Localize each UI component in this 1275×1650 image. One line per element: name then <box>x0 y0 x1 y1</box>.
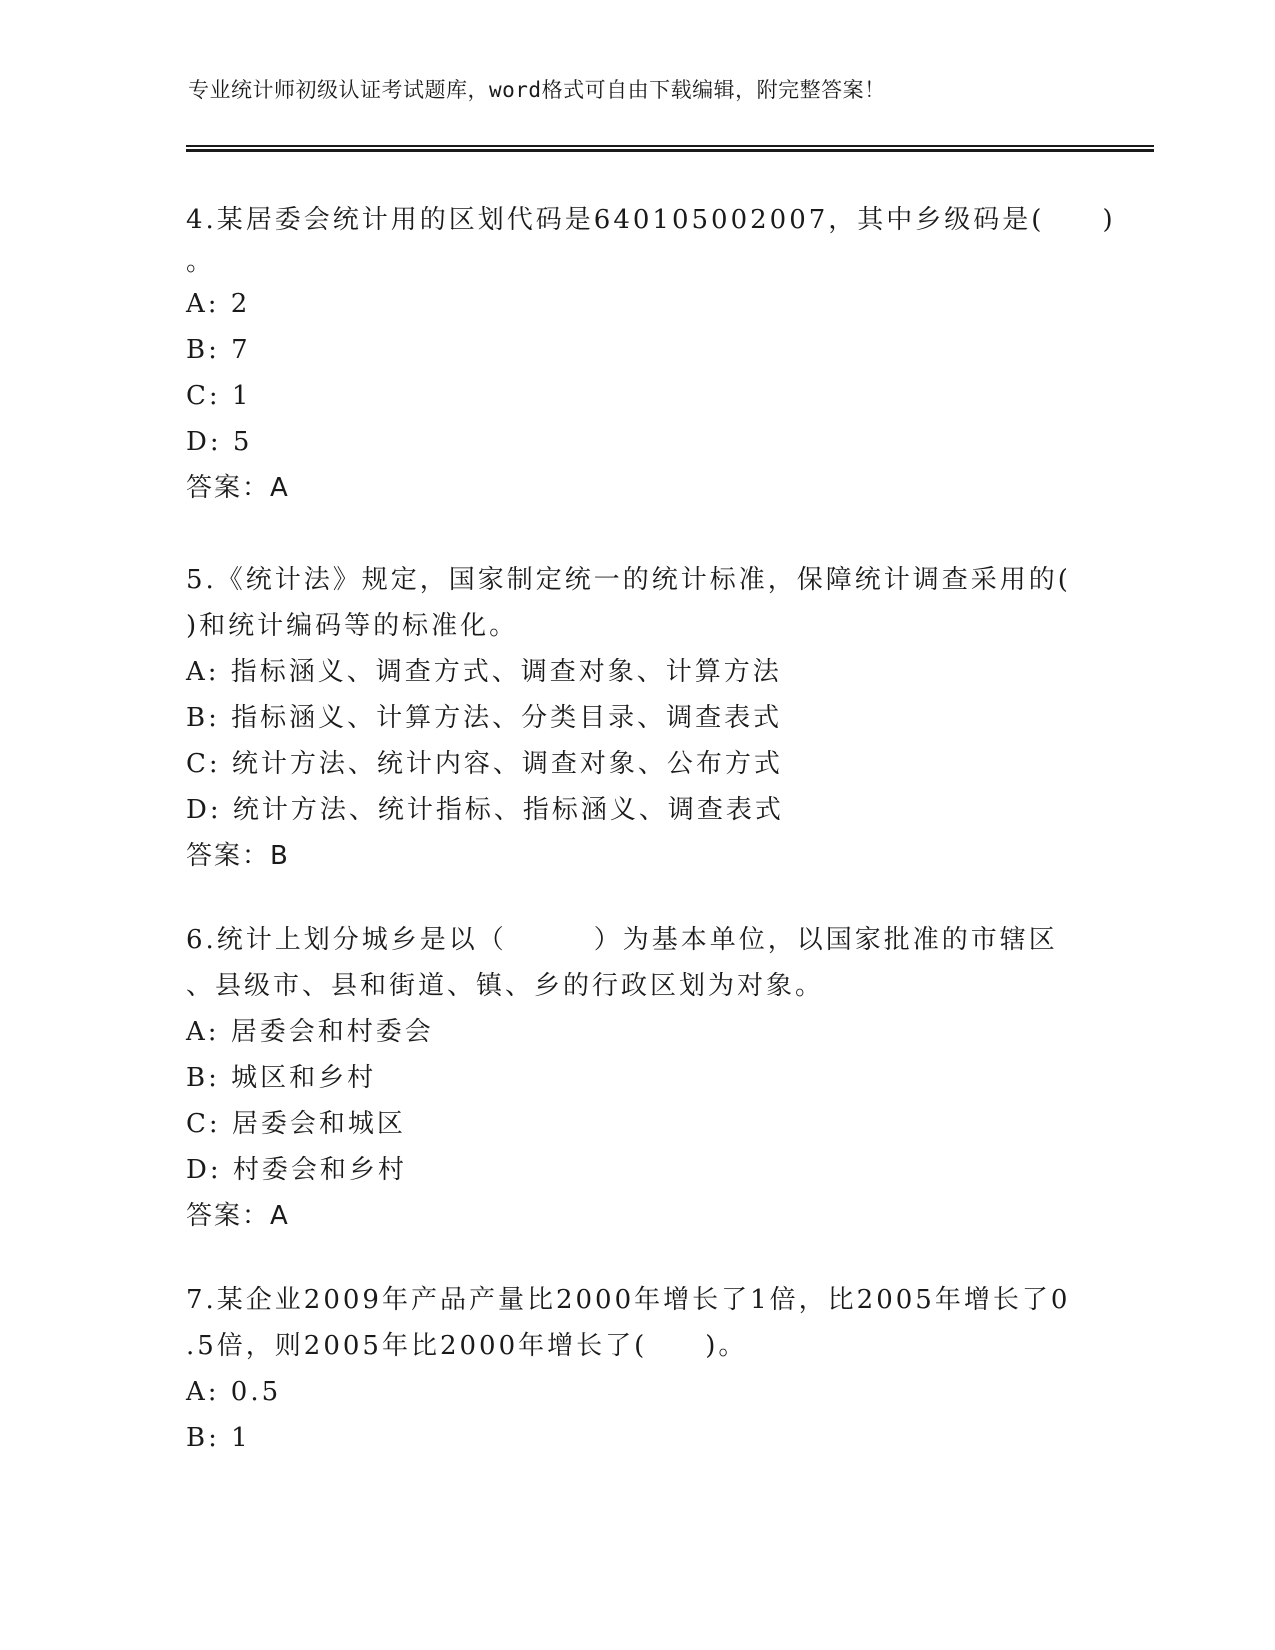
option-d: D: 统计方法、统计指标、指标涵义、调查表式 <box>186 795 784 825</box>
question-6 <box>186 917 1086 1239</box>
option-d: D: 村委会和乡村 <box>186 1155 407 1185</box>
question-stem-line: 。 <box>186 247 216 277</box>
option-a: A: 0.5 <box>186 1377 282 1407</box>
option-c: C: 居委会和城区 <box>186 1109 406 1139</box>
answer: 答案：A <box>186 1201 290 1231</box>
question-5 <box>186 557 1086 879</box>
option-d: D: 5 <box>186 427 253 457</box>
header-divider-thick <box>186 149 1154 152</box>
option-a: A: 居委会和村委会 <box>186 1017 434 1047</box>
question-stem-line: 5.《统计法》规定，国家制定统一的统计标准，保障统计调查采用的( <box>186 565 1071 595</box>
option-b: B: 7 <box>186 335 251 365</box>
option-b: B: 1 <box>186 1423 251 1453</box>
question-stem-line: 4.某居委会统计用的区划代码是640105002007，其中乡级码是( ) <box>186 205 1116 235</box>
question-stem-line: )和统计编码等的标准化。 <box>186 611 519 641</box>
document-header: 专业统计师初级认证考试题库，word格式可自由下载编辑，附完整答案！ <box>188 78 886 102</box>
question-7 <box>186 1277 1086 1461</box>
question-stem-line: 7.某企业2009年产品产量比2000年增长了1倍，比2005年增长了0 <box>186 1285 1071 1315</box>
question-stem-line: .5倍，则2005年比2000年增长了( )。 <box>186 1331 748 1361</box>
option-c: C: 统计方法、统计内容、调查对象、公布方式 <box>186 749 783 779</box>
answer: 答案：B <box>186 841 290 871</box>
option-b: B: 指标涵义、计算方法、分类目录、调查表式 <box>186 703 783 733</box>
answer: 答案：A <box>186 473 290 503</box>
option-c: C: 1 <box>186 381 252 411</box>
option-a: A: 指标涵义、调查方式、调查对象、计算方法 <box>186 657 782 687</box>
option-b: B: 城区和乡村 <box>186 1063 377 1093</box>
question-stem-line: 6.统计上划分城乡是以（ ）为基本单位，以国家批准的市辖区 <box>186 925 1058 955</box>
question-stem-line: 、县级市、县和街道、镇、乡的行政区划为对象。 <box>186 971 825 1001</box>
question-4 <box>186 197 1116 511</box>
header-divider-thin <box>186 145 1154 147</box>
option-a: A: 2 <box>186 289 251 319</box>
